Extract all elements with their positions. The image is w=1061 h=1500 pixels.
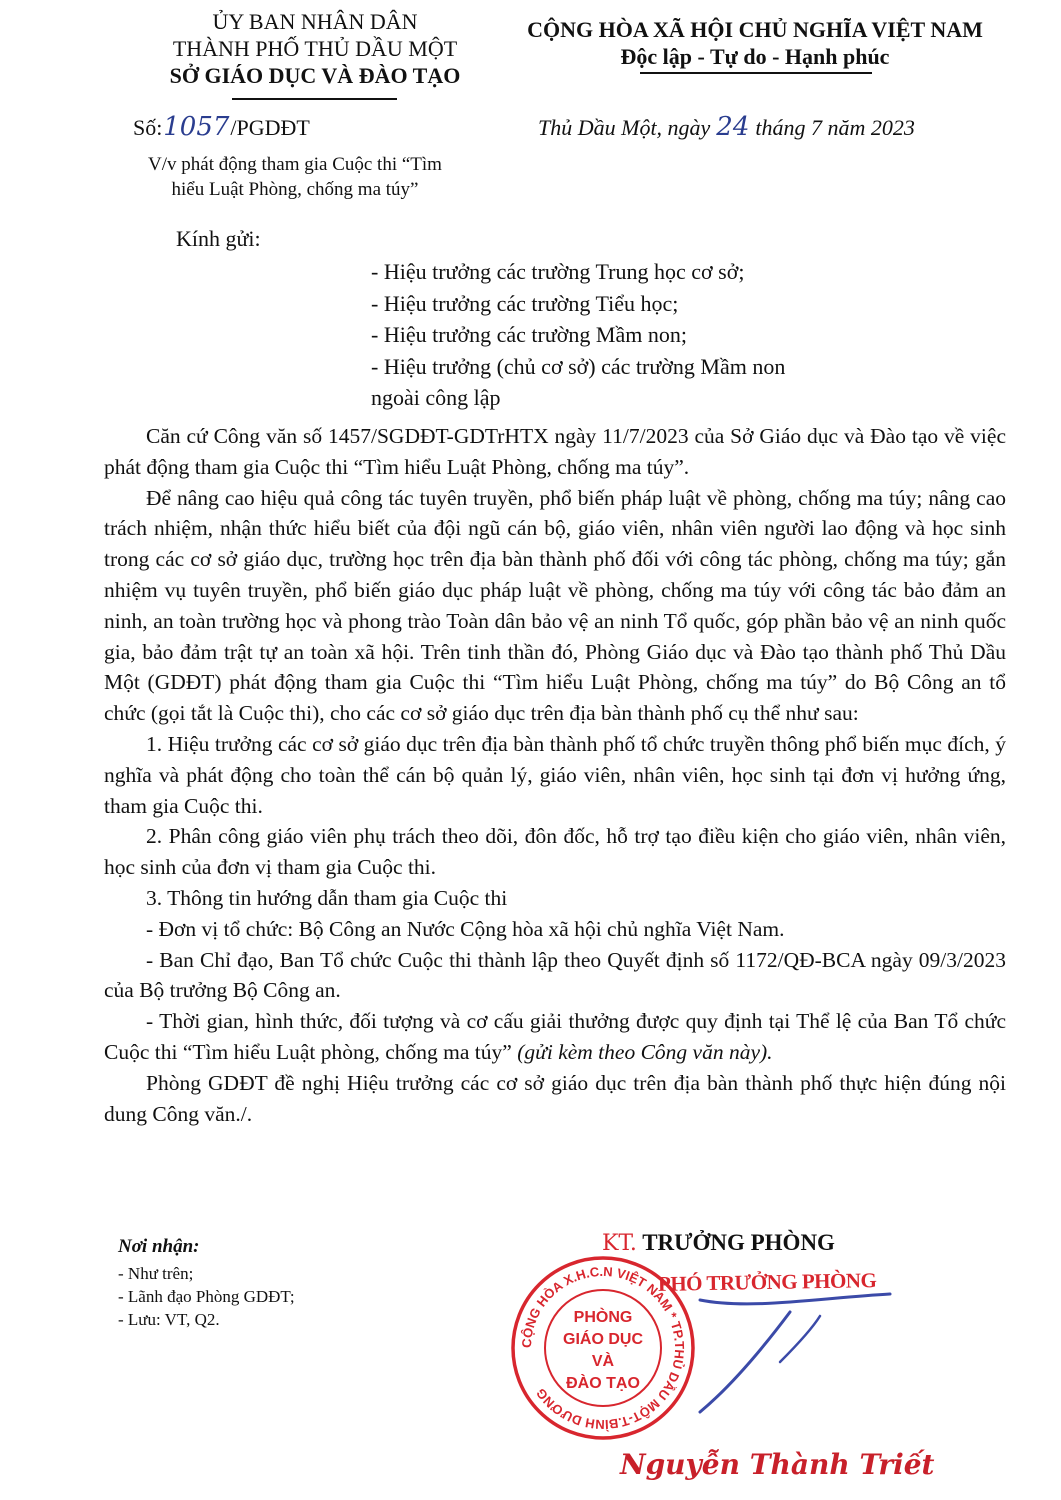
header-right-underline: [640, 72, 872, 74]
signature-deputy: PHÓ TRƯỞNG PHÒNG: [657, 1268, 877, 1296]
doc-number-handwritten: 1057: [163, 112, 230, 142]
greeting: Kính gửi:: [176, 226, 261, 251]
date-day-handwritten: 24: [716, 112, 750, 142]
body-paragraph: Để nâng cao hiệu quả công tác tuyên truyền, phổ biến pháp luật về phòng, chống ma túy; nâng cao trách nhiệm, nhận thức hiểu biết của đội ngũ cán bộ, giáo viên, nhân viên người lao động và học sinh trong các cơ sở giáo dục, trường học trên địa bàn thành phố đối với công tác phòng, chống ma túy; gắn nhiệm vụ tuyên truyền, phổ biến giáo dục pháp luật về phòng, chống ma túy với công tác bảo đảm an ninh, an toàn trường học và phong trào Toàn dân bảo vệ an ninh Tổ quốc, góp phần bảo vệ an ninh quốc gia, bảo đảm trật tự an toàn xã hội. Trên tinh thần đó, Phòng Giáo dục và Đào tạo thành phố Thủ Dầu Một (GDĐT) phát động tham gia Cuộc thi “Tìm hiểu Luật Phòng, chống ma túy” do Bộ Công an tổ chức (gọi tắt là Cuộc thi), cho các cơ sở giáo dục trên địa bàn thành phố cụ thể như sau:: [104, 485, 1006, 726]
agency-line-1: ỦY BAN NHÂN DÂN: [212, 9, 418, 34]
agency-line-3: SỞ GIÁO DỤC VÀ ĐÀO TẠO: [169, 63, 461, 88]
subject: [120, 152, 470, 202]
body-paragraph-main: - Thời gian, hình thức, đối tượng và cơ cấu giải thưởng được quy định tại Thể lệ của Ban Tổ chức Cuộc thi “Tìm hiểu Luật phòng, chống ma túy”: [104, 1009, 1006, 1064]
subject-line-1: V/v phát động tham gia Cuộc thi “Tìm: [148, 154, 442, 175]
recipient-item: ngoài công lập: [371, 385, 501, 410]
date-line: [538, 112, 915, 142]
distribution-item: - Như trên;: [118, 1264, 194, 1283]
body-paragraph: - Ban Chỉ đạo, Ban Tổ chức Cuộc thi thành lập theo Quyết định số 1172/QĐ-BCA ngày 09/3/2023 của Bộ trưởng Bộ Công an.: [104, 947, 1006, 1003]
nation-title: CỘNG HÒA XÃ HỘI CHỦ NGHĨA VIỆT NAM: [527, 17, 983, 42]
stamp-ring-text: CỘNG HÒA X.H.C.N VIỆT NAM * TP.THỦ DẦU MỘT-T.BÌNH DƯƠNG: [518, 1263, 688, 1433]
recipient-item: - Hiệu trưởng (chủ cơ sở) các trường Mầm non: [371, 353, 786, 379]
recipient-item: - Hiệu trưởng các trường Mầm non;: [371, 322, 687, 347]
body-paragraph: Phòng GDĐT đề nghị Hiệu trưởng các cơ sở giáo dục trên địa bàn thành phố thực hiện đúng nội dung Công văn./.: [104, 1070, 1006, 1126]
signature-kt: KT.: [602, 1231, 637, 1256]
body-paragraph: 3. Thông tin hướng dẫn tham gia Cuộc thi: [146, 885, 508, 910]
subject-line-2: hiểu Luật Phòng, chống ma túy”: [171, 179, 419, 200]
doc-number-label: Số:: [133, 115, 163, 140]
body-paragraph: [104, 1006, 1006, 1068]
body-paragraph: Căn cứ Công văn số 1457/SGDĐT-GDTrHTX ngày 11/7/2023 của Sở Giáo dục và Đào tạo về việc phát động tham gia Cuộc thi “Tìm hiểu Luật Phòng, chống ma túy”.: [104, 424, 1006, 479]
date-prefix: Thủ Dầu Một, ngày: [538, 115, 711, 140]
distribution-item: - Lãnh đạo Phòng GDĐT;: [118, 1287, 295, 1306]
body-paragraph: 2. Phân công giáo viên phụ trách theo dõi, đôn đốc, hỗ trợ tạo điều kiện cho giáo viên, nhân viên, học sinh của đơn vị tham gia Cuộc thi.: [104, 824, 1006, 880]
header-right: [500, 16, 1010, 70]
nation-motto: Độc lập - Tự do - Hạnh phúc: [620, 44, 890, 69]
stamp-center-line: ĐÀO TẠO: [566, 1375, 640, 1392]
stamp-center-line: PHÒNG: [573, 1309, 633, 1326]
body-paragraph-italic: (gửi kèm theo Công văn này).: [517, 1039, 773, 1064]
recipient-item: - Hiệu trưởng các trường Trung học cơ sở;: [371, 259, 745, 284]
agency-line-2: THÀNH PHỐ THỦ DẦU MỘT: [172, 36, 458, 61]
body-paragraph: - Đơn vị tổ chức: Bộ Công an Nước Cộng hòa xã hội chủ nghĩa Việt Nam.: [146, 916, 785, 941]
body-paragraph: 1. Hiệu trưởng các cơ sở giáo dục trên địa bàn thành phố tổ chức truyền thông phổ biến mục đích, ý nghĩa và phát động cho toàn thể cán bộ quản lý, giáo viên, nhân viên, học sinh tại đơn vị hưởng ứng, tham gia Cuộc thi.: [104, 731, 1006, 818]
signature-scribble: [640, 1292, 940, 1422]
doc-number: [133, 112, 310, 142]
recipient-list: [371, 256, 911, 414]
date-suffix: tháng 7 năm 2023: [755, 115, 915, 140]
signature-title-text: TRƯỞNG PHÒNG: [642, 1230, 835, 1255]
distribution-title: Nơi nhận:: [118, 1236, 200, 1257]
stamp-center-line: VÀ: [591, 1353, 615, 1370]
recipient-item: - Hiệu trưởng các trường Tiểu học;: [371, 290, 679, 316]
stamp-center-line: GIÁO DỤC: [563, 1331, 643, 1348]
header-left-underline: [232, 98, 397, 100]
body-text: [104, 421, 1006, 1129]
header-left: [100, 8, 530, 89]
signer-name: Nguyễn Thành Triết: [620, 1448, 935, 1481]
distribution-item: - Lưu: VT, Q2.: [118, 1310, 220, 1329]
doc-number-suffix: /PGDĐT: [230, 115, 310, 140]
distribution: [118, 1236, 295, 1331]
